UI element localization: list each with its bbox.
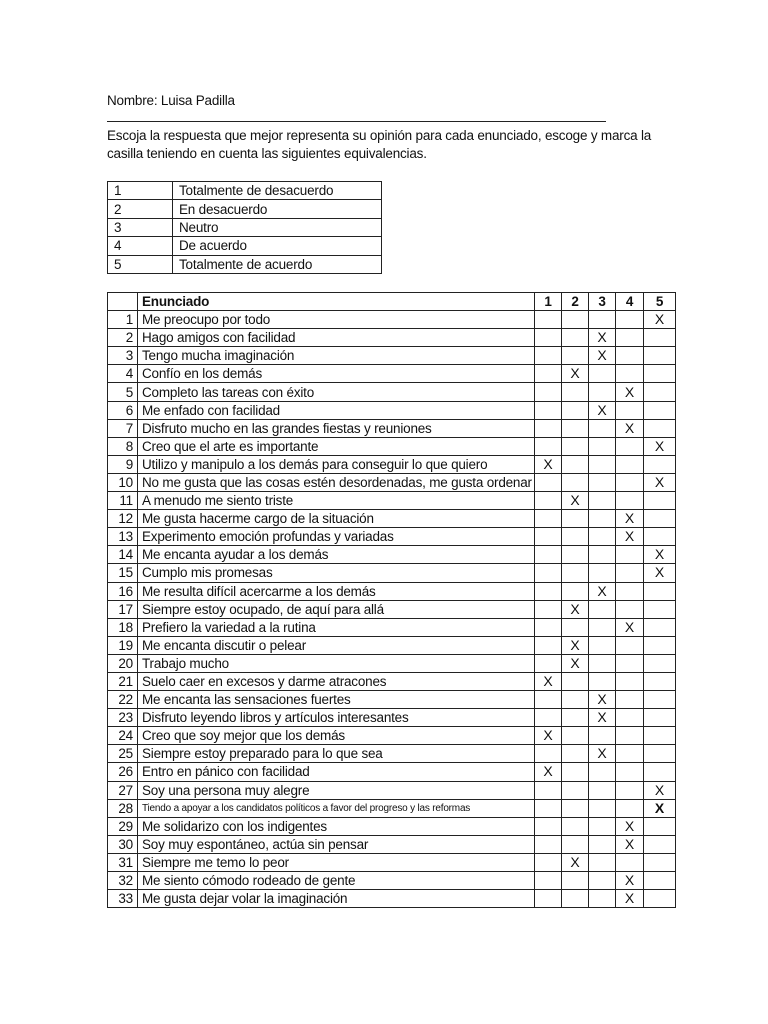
answer-cell-1[interactable] [535, 853, 562, 871]
row-statement: Me enfado con facilidad [138, 401, 535, 419]
answer-cell-4[interactable]: X [616, 835, 644, 853]
row-number: 20 [108, 654, 138, 672]
answer-cell-3[interactable] [589, 546, 616, 564]
legend-key: 2 [108, 200, 173, 218]
legend-key: 4 [108, 237, 173, 255]
row-number: 15 [108, 564, 138, 582]
answer-cell-1[interactable] [535, 817, 562, 835]
answer-cell-2[interactable]: X [562, 492, 589, 510]
answer-cell-3[interactable] [589, 528, 616, 546]
answer-cell-2[interactable] [562, 781, 589, 799]
answer-cell-3[interactable] [589, 419, 616, 437]
answer-cell-2[interactable] [562, 835, 589, 853]
row-statement: Me resulta difícil acercarme a los demás [138, 582, 535, 600]
row-number: 16 [108, 582, 138, 600]
answer-cell-4[interactable] [616, 347, 644, 365]
answer-cell-5[interactable] [644, 510, 676, 528]
row-number: 12 [108, 510, 138, 528]
row-statement: Confío en los demás [138, 365, 535, 383]
row-number: 19 [108, 636, 138, 654]
row-statement: Suelo caer en excesos y darme atracones [138, 672, 535, 690]
answer-cell-4[interactable] [616, 691, 644, 709]
table-row [108, 528, 676, 546]
answer-cell-4[interactable] [616, 311, 644, 329]
table-row [108, 473, 676, 491]
answer-cell-5[interactable]: X [644, 781, 676, 799]
answer-cell-3[interactable]: X [589, 582, 616, 600]
answer-cell-3[interactable] [589, 564, 616, 582]
answer-cell-2[interactable] [562, 691, 589, 709]
answer-cell-5[interactable] [644, 691, 676, 709]
answer-cell-4[interactable] [616, 546, 644, 564]
answer-cell-1[interactable] [535, 329, 562, 347]
answer-cell-3[interactable] [589, 672, 616, 690]
legend-row [108, 218, 382, 236]
answer-cell-5[interactable] [644, 582, 676, 600]
answer-cell-2[interactable] [562, 799, 589, 817]
table-row [108, 781, 676, 799]
answer-cell-3[interactable]: X [589, 745, 616, 763]
row-statement: Soy muy espontáneo, actúa sin pensar [138, 835, 535, 853]
answer-cell-1[interactable] [535, 872, 562, 890]
row-statement: No me gusta que las cosas estén desordenadas, me gusta ordenar [138, 473, 535, 491]
table-row [108, 835, 676, 853]
answer-cell-4[interactable] [616, 455, 644, 473]
answer-cell-1[interactable]: X [535, 672, 562, 690]
answer-cell-5[interactable] [644, 853, 676, 871]
table-row [108, 763, 676, 781]
row-statement: Entro en pánico con facilidad [138, 763, 535, 781]
answer-cell-4[interactable] [616, 582, 644, 600]
row-number: 29 [108, 817, 138, 835]
row-number: 13 [108, 528, 138, 546]
row-statement: Creo que el arte es importante [138, 437, 535, 455]
row-number: 8 [108, 437, 138, 455]
answer-cell-2[interactable]: X [562, 853, 589, 871]
row-statement: Me encanta ayudar a los demás [138, 546, 535, 564]
row-statement: Siempre me temo lo peor [138, 853, 535, 871]
answer-cell-5[interactable]: X [644, 311, 676, 329]
answer-cell-4[interactable]: X [616, 383, 644, 401]
table-row [108, 890, 676, 908]
answer-cell-5[interactable] [644, 383, 676, 401]
legend-label: Totalmente de acuerdo [173, 255, 382, 273]
answer-cell-5[interactable] [644, 709, 676, 727]
answer-cell-4[interactable] [616, 853, 644, 871]
row-statement: Me gusta hacerme cargo de la situación [138, 510, 535, 528]
answer-cell-1[interactable] [535, 365, 562, 383]
answer-cell-5[interactable] [644, 745, 676, 763]
table-row [108, 709, 676, 727]
answer-cell-1[interactable] [535, 618, 562, 636]
row-number: 22 [108, 691, 138, 709]
row-statement: Experimento emoción profundas y variadas [138, 528, 535, 546]
table-row [108, 745, 676, 763]
table-row [108, 546, 676, 564]
row-statement: Cumplo mis promesas [138, 564, 535, 582]
answer-cell-4[interactable] [616, 636, 644, 654]
answer-cell-3[interactable]: X [589, 329, 616, 347]
row-number: 1 [108, 311, 138, 329]
answer-cell-1[interactable] [535, 510, 562, 528]
answer-cell-3[interactable] [589, 455, 616, 473]
answer-cell-4[interactable] [616, 437, 644, 455]
row-statement: Me encanta las sensaciones fuertes [138, 691, 535, 709]
answer-cell-3[interactable] [589, 473, 616, 491]
answer-cell-2[interactable] [562, 564, 589, 582]
table-header-row [108, 293, 676, 311]
answer-cell-5[interactable]: X [644, 799, 676, 817]
table-row [108, 636, 676, 654]
answer-cell-2[interactable] [562, 890, 589, 908]
answer-cell-3[interactable] [589, 437, 616, 455]
answer-cell-2[interactable] [562, 763, 589, 781]
answer-cell-3[interactable] [589, 636, 616, 654]
answer-cell-4[interactable] [616, 329, 644, 347]
answer-cell-4[interactable] [616, 492, 644, 510]
header-option-2: 2 [562, 293, 589, 311]
answer-cell-5[interactable] [644, 636, 676, 654]
answer-cell-4[interactable] [616, 799, 644, 817]
answer-cell-5[interactable] [644, 455, 676, 473]
answer-cell-5[interactable]: X [644, 473, 676, 491]
answer-cell-2[interactable]: X [562, 654, 589, 672]
answer-cell-5[interactable] [644, 492, 676, 510]
scale-legend-table [107, 181, 382, 274]
answer-cell-2[interactable]: X [562, 636, 589, 654]
table-row [108, 727, 676, 745]
answer-cell-2[interactable] [562, 329, 589, 347]
answer-cell-3[interactable] [589, 727, 616, 745]
answer-cell-2[interactable] [562, 510, 589, 528]
answer-cell-4[interactable] [616, 564, 644, 582]
answer-cell-4[interactable] [616, 672, 644, 690]
answer-cell-2[interactable] [562, 709, 589, 727]
answer-cell-2[interactable] [562, 401, 589, 419]
answer-cell-2[interactable] [562, 383, 589, 401]
answer-cell-2[interactable] [562, 872, 589, 890]
row-statement: Disfruto mucho en las grandes fiestas y reuniones [138, 419, 535, 437]
answer-cell-3[interactable] [589, 817, 616, 835]
table-row [108, 311, 676, 329]
answer-cell-5[interactable]: X [644, 546, 676, 564]
legend-key: 3 [108, 218, 173, 236]
legend-label: Neutro [173, 218, 382, 236]
table-row [108, 654, 676, 672]
answer-cell-3[interactable] [589, 835, 616, 853]
answer-cell-5[interactable] [644, 401, 676, 419]
header-option-4: 4 [616, 293, 644, 311]
answer-cell-4[interactable] [616, 401, 644, 419]
row-statement: Siempre estoy ocupado, de aquí para allá [138, 600, 535, 618]
row-number: 3 [108, 347, 138, 365]
row-statement: Hago amigos con facilidad [138, 329, 535, 347]
answer-cell-4[interactable] [616, 745, 644, 763]
answer-cell-2[interactable] [562, 437, 589, 455]
row-number: 6 [108, 401, 138, 419]
answer-cell-3[interactable] [589, 311, 616, 329]
answer-cell-2[interactable] [562, 546, 589, 564]
row-statement: Me encanta discutir o pelear [138, 636, 535, 654]
table-row [108, 817, 676, 835]
row-statement: Me preocupo por todo [138, 311, 535, 329]
legend-label: De acuerdo [173, 237, 382, 255]
answer-cell-3[interactable] [589, 383, 616, 401]
answer-cell-1[interactable] [535, 781, 562, 799]
answer-cell-1[interactable] [535, 401, 562, 419]
row-statement: Soy una persona muy alegre [138, 781, 535, 799]
answer-cell-1[interactable] [535, 709, 562, 727]
answer-cell-4[interactable]: X [616, 528, 644, 546]
row-number: 24 [108, 727, 138, 745]
answer-cell-3[interactable] [589, 872, 616, 890]
answer-cell-3[interactable] [589, 781, 616, 799]
table-row [108, 564, 676, 582]
row-number: 10 [108, 473, 138, 491]
name-line: Nombre: Luisa Padilla [107, 93, 235, 108]
answer-cell-1[interactable] [535, 383, 562, 401]
row-number: 4 [108, 365, 138, 383]
answer-cell-3[interactable] [589, 853, 616, 871]
row-number: 5 [108, 383, 138, 401]
answer-cell-1[interactable] [535, 636, 562, 654]
row-number: 26 [108, 763, 138, 781]
answer-cell-1[interactable]: X [535, 727, 562, 745]
answer-cell-4[interactable] [616, 709, 644, 727]
table-row [108, 401, 676, 419]
answer-cell-1[interactable] [535, 419, 562, 437]
answer-cell-1[interactable] [535, 437, 562, 455]
answer-cell-1[interactable] [535, 745, 562, 763]
table-row [108, 492, 676, 510]
table-row [108, 600, 676, 618]
answer-cell-4[interactable]: X [616, 817, 644, 835]
answer-cell-5[interactable] [644, 365, 676, 383]
legend-row [108, 255, 382, 273]
header-option-1: 1 [535, 293, 562, 311]
row-statement: Utilizo y manipulo a los demás para conseguir lo que quiero [138, 455, 535, 473]
table-row [108, 419, 676, 437]
legend-label: Totalmente de desacuerdo [173, 182, 382, 200]
row-statement: A menudo me siento triste [138, 492, 535, 510]
table-row [108, 799, 676, 817]
statements-table [107, 292, 676, 908]
row-statement: Tiendo a apoyar a los candidatos políticos a favor del progreso y las reformas [138, 799, 535, 817]
row-number: 30 [108, 835, 138, 853]
answer-cell-2[interactable] [562, 473, 589, 491]
answer-cell-3[interactable] [589, 510, 616, 528]
answer-cell-1[interactable] [535, 835, 562, 853]
row-number: 32 [108, 872, 138, 890]
answer-cell-3[interactable] [589, 890, 616, 908]
table-row [108, 691, 676, 709]
answer-cell-3[interactable]: X [589, 401, 616, 419]
row-statement: Me solidarizo con los indigentes [138, 817, 535, 835]
header-statement-cell: Enunciado [138, 293, 535, 311]
answer-cell-5[interactable] [644, 600, 676, 618]
row-number: 31 [108, 853, 138, 871]
answer-cell-4[interactable] [616, 600, 644, 618]
answer-cell-5[interactable] [644, 672, 676, 690]
legend-label: En desacuerdo [173, 200, 382, 218]
answer-cell-4[interactable]: X [616, 872, 644, 890]
answer-cell-1[interactable] [535, 546, 562, 564]
answer-cell-5[interactable] [644, 419, 676, 437]
header-number-cell [108, 293, 138, 311]
table-row [108, 347, 676, 365]
answer-cell-4[interactable]: X [616, 419, 644, 437]
answer-cell-3[interactable] [589, 365, 616, 383]
answer-cell-3[interactable]: X [589, 709, 616, 727]
answer-cell-2[interactable] [562, 347, 589, 365]
answer-cell-5[interactable] [644, 890, 676, 908]
answer-cell-3[interactable] [589, 600, 616, 618]
answer-cell-3[interactable] [589, 654, 616, 672]
answer-cell-5[interactable] [644, 528, 676, 546]
row-number: 33 [108, 890, 138, 908]
answer-cell-5[interactable] [644, 347, 676, 365]
answer-cell-1[interactable] [535, 473, 562, 491]
answer-cell-2[interactable]: X [562, 365, 589, 383]
answer-cell-5[interactable] [644, 727, 676, 745]
row-number: 28 [108, 799, 138, 817]
table-row [108, 853, 676, 871]
row-number: 2 [108, 329, 138, 347]
answer-cell-2[interactable] [562, 528, 589, 546]
answer-cell-4[interactable] [616, 473, 644, 491]
answer-cell-2[interactable] [562, 672, 589, 690]
answer-cell-5[interactable]: X [644, 437, 676, 455]
answer-cell-1[interactable] [535, 654, 562, 672]
row-number: 27 [108, 781, 138, 799]
answer-cell-2[interactable] [562, 618, 589, 636]
table-row [108, 618, 676, 636]
answer-cell-2[interactable] [562, 727, 589, 745]
row-statement: Completo las tareas con éxito [138, 383, 535, 401]
answer-cell-1[interactable] [535, 311, 562, 329]
legend-row [108, 182, 382, 200]
answer-cell-4[interactable]: X [616, 510, 644, 528]
answer-cell-4[interactable]: X [616, 890, 644, 908]
answer-cell-4[interactable] [616, 763, 644, 781]
answer-cell-1[interactable]: X [535, 763, 562, 781]
answer-cell-1[interactable] [535, 600, 562, 618]
row-statement: Disfruto leyendo libros y artículos interesantes [138, 709, 535, 727]
row-statement: Creo que soy mejor que los demás [138, 727, 535, 745]
row-number: 23 [108, 709, 138, 727]
row-number: 18 [108, 618, 138, 636]
answer-cell-2[interactable] [562, 311, 589, 329]
answer-cell-4[interactable] [616, 365, 644, 383]
answer-cell-1[interactable]: X [535, 455, 562, 473]
legend-row [108, 200, 382, 218]
answer-cell-2[interactable] [562, 455, 589, 473]
answer-cell-1[interactable] [535, 492, 562, 510]
answer-cell-5[interactable] [644, 654, 676, 672]
answer-cell-5[interactable] [644, 817, 676, 835]
row-statement: Siempre estoy preparado para lo que sea [138, 745, 535, 763]
legend-key: 5 [108, 255, 173, 273]
row-number: 14 [108, 546, 138, 564]
table-row [108, 582, 676, 600]
answer-cell-5[interactable] [644, 329, 676, 347]
row-number: 7 [108, 419, 138, 437]
row-statement: Tengo mucha imaginación [138, 347, 535, 365]
table-row [108, 672, 676, 690]
answer-cell-3[interactable] [589, 492, 616, 510]
answer-cell-3[interactable] [589, 618, 616, 636]
answer-cell-2[interactable] [562, 817, 589, 835]
answer-cell-2[interactable] [562, 745, 589, 763]
row-number: 11 [108, 492, 138, 510]
underline-rule [107, 121, 606, 122]
answer-cell-2[interactable] [562, 419, 589, 437]
table-row [108, 329, 676, 347]
answer-cell-4[interactable] [616, 781, 644, 799]
answer-cell-4[interactable] [616, 654, 644, 672]
row-statement: Me siento cómodo rodeado de gente [138, 872, 535, 890]
answer-cell-3[interactable]: X [589, 347, 616, 365]
answer-cell-1[interactable] [535, 347, 562, 365]
table-row [108, 437, 676, 455]
answer-cell-1[interactable] [535, 799, 562, 817]
answer-cell-4[interactable]: X [616, 618, 644, 636]
table-row [108, 365, 676, 383]
header-option-3: 3 [589, 293, 616, 311]
answer-cell-5[interactable] [644, 618, 676, 636]
answer-cell-3[interactable] [589, 799, 616, 817]
answer-cell-3[interactable]: X [589, 691, 616, 709]
row-statement: Me gusta dejar volar la imaginación [138, 890, 535, 908]
answer-cell-3[interactable] [589, 763, 616, 781]
table-row [108, 455, 676, 473]
row-statement: Prefiero la variedad a la rutina [138, 618, 535, 636]
table-row [108, 872, 676, 890]
answer-cell-1[interactable] [535, 564, 562, 582]
legend-row [108, 237, 382, 255]
answer-cell-1[interactable] [535, 582, 562, 600]
answer-cell-2[interactable]: X [562, 600, 589, 618]
instructions: Escoja la respuesta que mejor representa su opinión para cada enunciado, escoge y marca la casilla teniendo en cuenta las siguientes equivalencias. [107, 128, 652, 161]
header-option-5: 5 [644, 293, 676, 311]
table-row [108, 510, 676, 528]
table-row [108, 383, 676, 401]
row-number: 25 [108, 745, 138, 763]
answer-cell-4[interactable] [616, 727, 644, 745]
answer-cell-2[interactable] [562, 582, 589, 600]
answer-cell-1[interactable] [535, 528, 562, 546]
row-number: 21 [108, 672, 138, 690]
answer-cell-5[interactable] [644, 872, 676, 890]
answer-cell-5[interactable] [644, 763, 676, 781]
answer-cell-5[interactable]: X [644, 564, 676, 582]
row-number: 9 [108, 455, 138, 473]
legend-key: 1 [108, 182, 173, 200]
answer-cell-1[interactable] [535, 691, 562, 709]
answer-cell-1[interactable] [535, 890, 562, 908]
row-number: 17 [108, 600, 138, 618]
row-statement: Trabajo mucho [138, 654, 535, 672]
answer-cell-5[interactable] [644, 835, 676, 853]
